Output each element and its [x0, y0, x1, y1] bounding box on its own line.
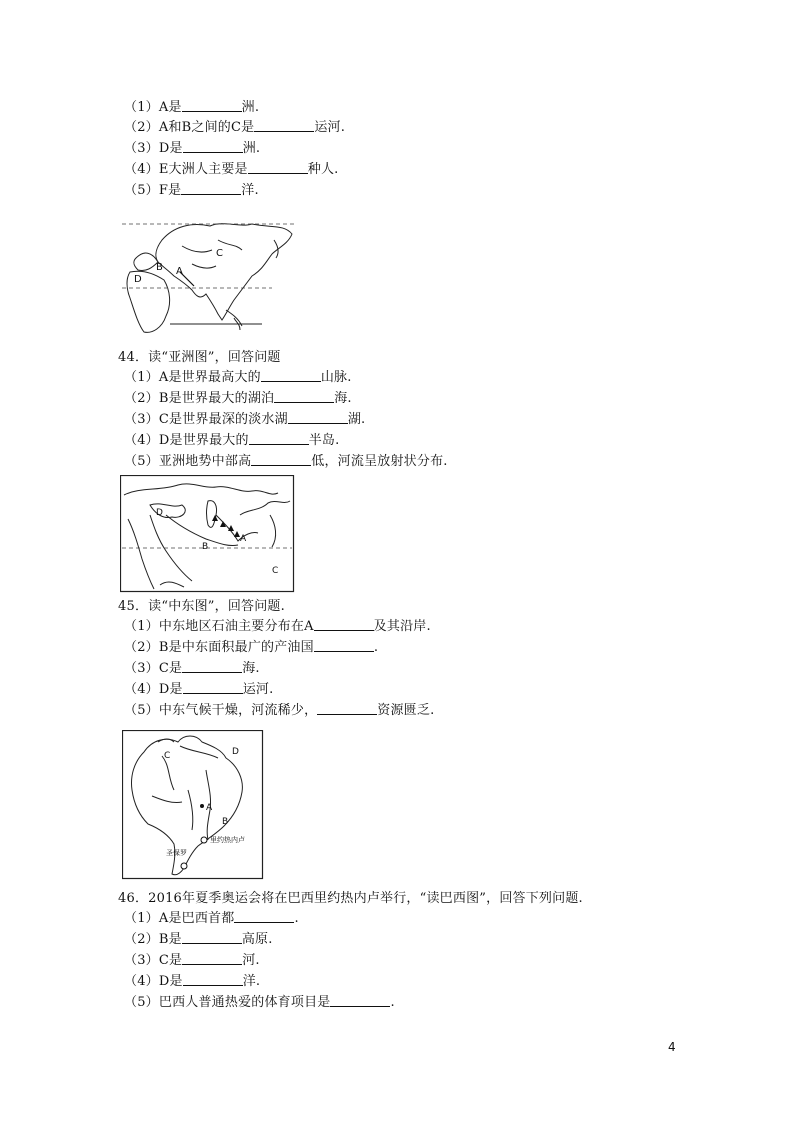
map-label-c: C [272, 566, 279, 576]
q44-title: 44．读“亚洲图”，回答问题 [118, 350, 281, 365]
q46-title: 46．2016年夏季奥运会将在巴西里约热内卢举行，“读巴西图”，回答下列问题. [118, 891, 583, 906]
answer-blank [249, 431, 309, 445]
answer-blank [182, 930, 242, 944]
q45-item-4: （4）D是 运河. [124, 682, 274, 697]
q45-item-2: （2）B是中东面积最广的产油国 . [124, 640, 379, 655]
answer-blank [182, 951, 242, 965]
q44-item-4: （4）D是世界最大的 半岛. [124, 433, 340, 448]
q46-item-3: （3）C是 河. [124, 953, 260, 968]
answer-blank [314, 638, 374, 652]
q43-item-5: （5）F是 洋. [124, 183, 259, 198]
q43-map [122, 210, 297, 340]
q44-item-1: （1）A是世界最高大的 山脉. [124, 370, 352, 385]
q45-item-3: （3）C是 海. [124, 661, 260, 676]
map-label-rio: 里约热内卢 [210, 836, 245, 844]
map-label-d: D [134, 274, 142, 285]
map-label-b: B [222, 817, 229, 827]
answer-blank [251, 452, 311, 466]
map-label-a: A [206, 803, 213, 813]
q45-map [122, 730, 264, 880]
map-label-c: C [164, 751, 171, 761]
map-label-d: D [156, 508, 163, 518]
map-label-c: C [216, 248, 223, 259]
map-label-b: B [156, 262, 163, 273]
q43-item-3: （3）D是 洲. [124, 141, 261, 156]
answer-blank [330, 993, 390, 1007]
q44-item-2: （2）B是世界最大的湖泊 海. [124, 391, 352, 406]
q46-item-1: （1）A是巴西首都 . [124, 911, 299, 926]
q45-item-1: （1）中东地区石油主要分布在A 及其沿岸. [124, 619, 431, 634]
q44-item-5: （5）亚洲地势中部高 低，河流呈放射状分布. [124, 454, 448, 469]
q44-map [120, 475, 295, 593]
answer-blank [234, 909, 294, 923]
answer-blank [182, 659, 242, 673]
answer-blank [261, 368, 321, 382]
answer-blank [182, 98, 242, 112]
answer-blank [183, 972, 243, 986]
answer-blank [274, 389, 334, 403]
map-label-d: D [232, 747, 239, 757]
q43-item-2: （2）A和B之间的C是 运河. [124, 120, 346, 135]
answer-blank [248, 160, 308, 174]
answer-blank [254, 118, 314, 132]
q46-item-4: （4）D是 洋. [124, 974, 261, 989]
map-label-a: A [176, 266, 183, 277]
answer-blank [183, 680, 243, 694]
answer-blank [314, 617, 374, 631]
answer-blank [288, 410, 348, 424]
q46-item-5: （5）巴西人普通热爱的体育项目是 . [124, 995, 395, 1010]
page-number: 4 [668, 1040, 676, 1054]
q45-title: 45．读“中东图”，回答问题. [118, 599, 285, 614]
q45-item-5: （5）中东气候干燥，河流稀少， 资源匮乏. [124, 703, 435, 718]
q44-item-3: （3）C是世界最深的淡水湖 湖. [124, 412, 366, 427]
map-label-a: A [240, 534, 247, 544]
q43-item-4: （4）E大洲人主要是 种人. [124, 162, 339, 177]
map-label-b: B [202, 542, 209, 552]
answer-blank [183, 139, 243, 153]
q46-item-2: （2）B是 高原. [124, 932, 273, 947]
q43-item-1: （1）A是 洲. [124, 100, 260, 115]
map-label-sao-paulo: 圣保罗 [166, 849, 187, 857]
answer-blank [181, 181, 241, 195]
answer-blank [317, 701, 377, 715]
